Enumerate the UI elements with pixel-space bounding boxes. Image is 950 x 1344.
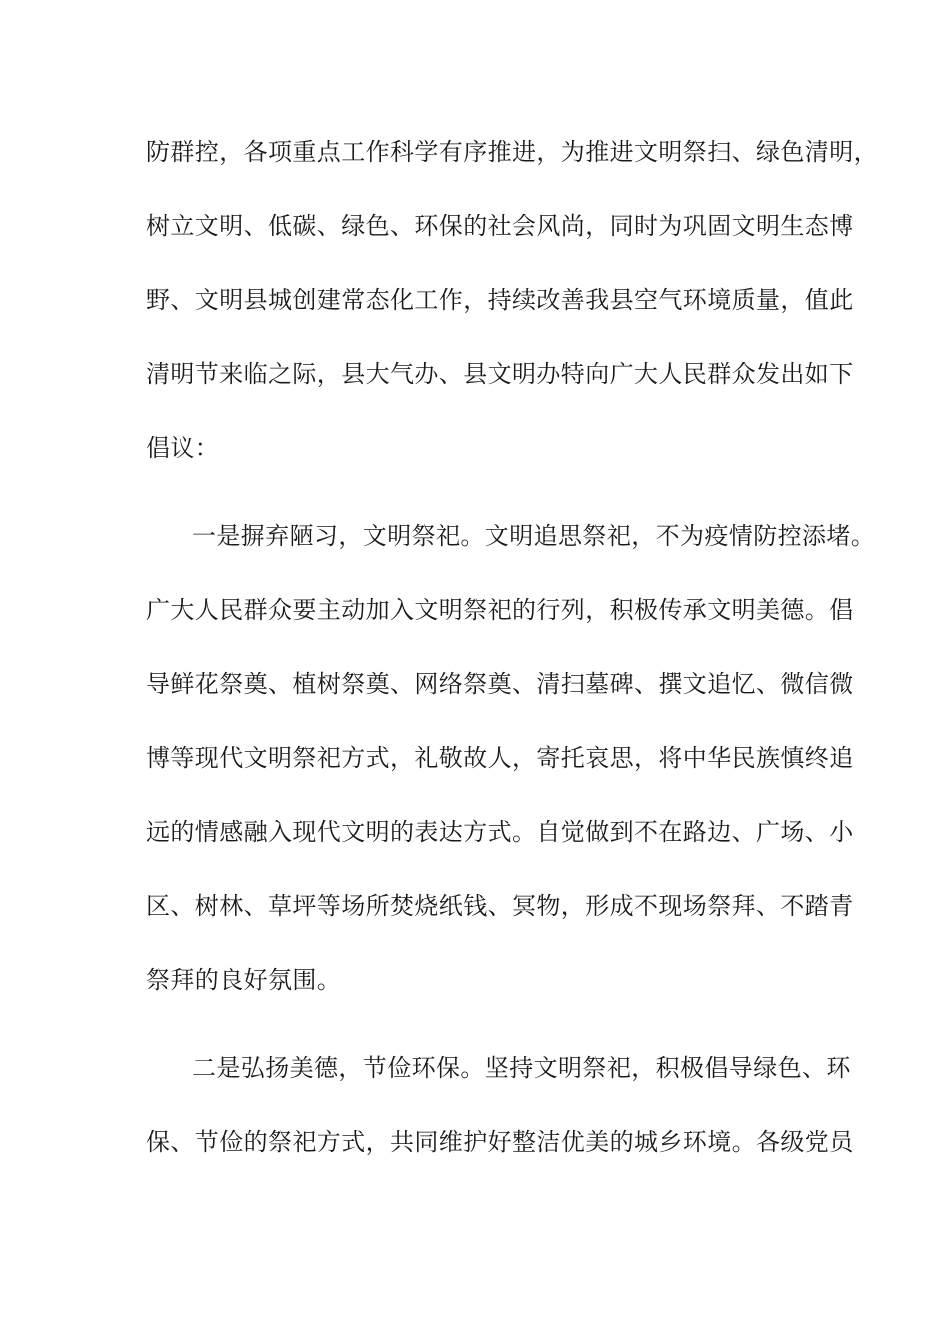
paragraph-2-line-2: 广大人民群众要主动加入文明祭祀的行列，积极传承文明美德。倡	[146, 596, 854, 624]
paragraph-1-line-3: 野、文明县城创建常态化工作，持续改善我县空气环境质量，值此	[146, 286, 854, 314]
paragraph-2-line-5: 远的情感融入现代文明的表达方式。自觉做到不在路边、广场、小	[146, 818, 854, 846]
paragraph-1-line-5: 倡议：	[146, 434, 220, 462]
paragraph-1-line-2: 树立文明、低碳、绿色、环保的社会风尚，同时为巩固文明生态博	[146, 212, 854, 240]
paragraph-1-line-4: 清明节来临之际，县大气办、县文明办特向广大人民群众发出如下	[146, 360, 854, 388]
paragraph-3-line-1: 二是弘扬美德，节俭环保。坚持文明祭祀，积极倡导绿色、环	[192, 1054, 851, 1082]
paragraph-3-line-2: 保、节俭的祭祀方式，共同维护好整洁优美的城乡环境。各级党员	[146, 1128, 854, 1156]
paragraph-2-line-7: 祭拜的良好氛围。	[146, 966, 342, 994]
paragraph-2-line-6: 区、树林、草坪等场所焚烧纸钱、冥物，形成不现场祭拜、不踏青	[146, 892, 854, 920]
paragraph-1-line-1: 防群控，各项重点工作科学有序推进，为推进文明祭扫、绿色清明，	[146, 138, 878, 166]
paragraph-2-line-1: 一是摒弃陋习，文明祭祀。文明追思祭祀，不为疫情防控添堵。	[192, 522, 876, 550]
paragraph-2-line-3: 导鲜花祭奠、植树祭奠、网络祭奠、清扫墓碑、撰文追忆、微信微	[146, 670, 854, 698]
paragraph-2-line-4: 博等现代文明祭祀方式，礼敬故人，寄托哀思，将中华民族慎终追	[146, 744, 854, 772]
